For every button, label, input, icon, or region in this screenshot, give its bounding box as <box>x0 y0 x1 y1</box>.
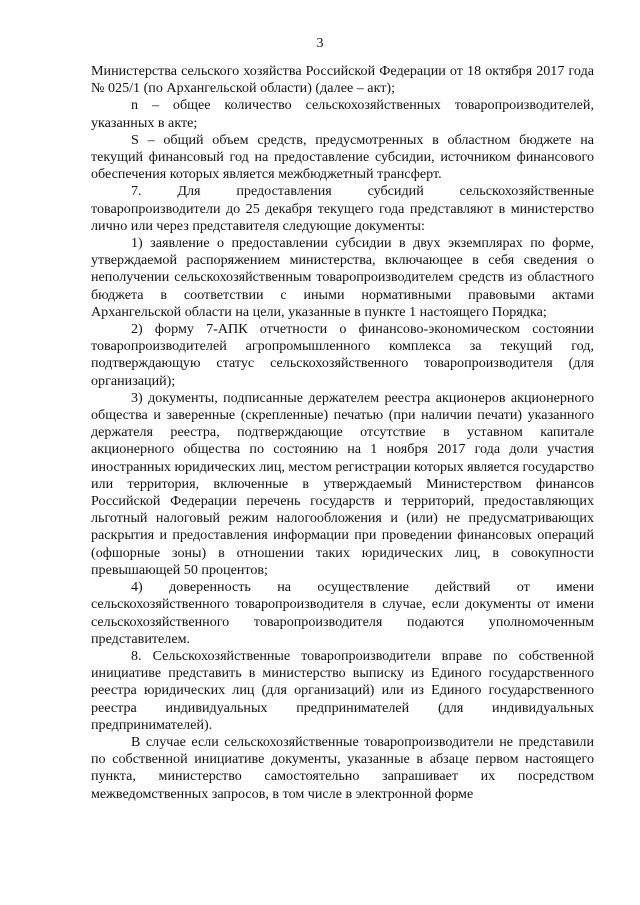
paragraph-item-7-1: 1) заявление о предоставлении субсидии в двух экземплярах по форме, утверждаемой распоряжением министерства, включающее в себя сведения о неполучении сельскохозяйственным товаропроизводителем средств из областного бюджета в соответствии с иными нормативными правовыми актами Архангельской области на цели, указанные в пункте 1 настоящего Порядка; <box>91 235 594 320</box>
document-body <box>91 63 594 803</box>
paragraph-s-definition: S – общий объем средств, предусмотренных в областном бюджете на текущий финансовый год на предоставление субсидии, источником финансового обеспечения которых является межбюджетный трансферт. <box>91 131 594 183</box>
paragraph-item-7-4: 4) доверенность на осуществление действий от имени сельскохозяйственного товаропроизводителя в случае, если документы от имени сельскохозяйственного товаропроизводителя подаются уполномоченным представителем. <box>91 579 594 647</box>
page-number: 3 <box>316 36 324 51</box>
paragraph-act-reference: Министерства сельского хозяйства Российской Федерации от 18 октября 2017 года № 025/1 (по Архангельской области) (далее – акт); <box>91 63 594 97</box>
paragraph-item-8: 8. Сельскохозяйственные товаропроизводители вправе по собственной инициативе представить в министерство выписку из Единого государственного реестра юридических лиц (для организаций) или из Единого государственного реестра индивидуальных предпринимателей (для индивидуальных предпринимателей). <box>91 647 594 733</box>
paragraph-n-definition: n – общее количество сельскохозяйственных товаропроизводителей, указанных в акте; <box>91 97 594 131</box>
paragraph-item-7: 7. Для предоставления субсидий сельскохозяйственные товаропроизводители до 25 декабря текущего года представляют в министерство лично или через представителя следующие документы: <box>91 183 594 234</box>
paragraph-item-7-2: 2) форму 7-АПК отчетности о финансово-экономическом состоянии товаропроизводителей агропромышленного комплекса за текущий год, подтверждающую статус сельскохозяйственного товаропроизводителя (для организаций); <box>91 321 594 389</box>
paragraph-item-7-3: 3) документы, подписанные держателем реестра акционеров акционерного общества и заверенные (скрепленные) печатью (при наличии печати) указанного держателя реестра, подтверждающие отсутствие в уставном капитале акционерного общества по состоянию на 1 ноября 2017 года доли участия иностранных юридических лиц, местом регистрации которых является государство или территория, включенные в утверждаемый Министерством финансов Российской Федерации перечень государств и территорий, предоставляющих льготный налоговый режим налогообложения и (или) не предусматривающих раскрытия и предоставления информации при проведении финансовых операций (офшорные зоны) в отношении таких юридических лиц, в совокупности превышающей 50 процентов; <box>91 389 595 578</box>
paragraph-item-8-continued: В случае если сельскохозяйственные товаропроизводители не представили по собственной инициативе документы, указанные в абзаце первом настоящего пункта, министерство самостоятельно запрашивает их посредством межведомственных запросов, в том числе в электронной форме <box>91 733 594 802</box>
